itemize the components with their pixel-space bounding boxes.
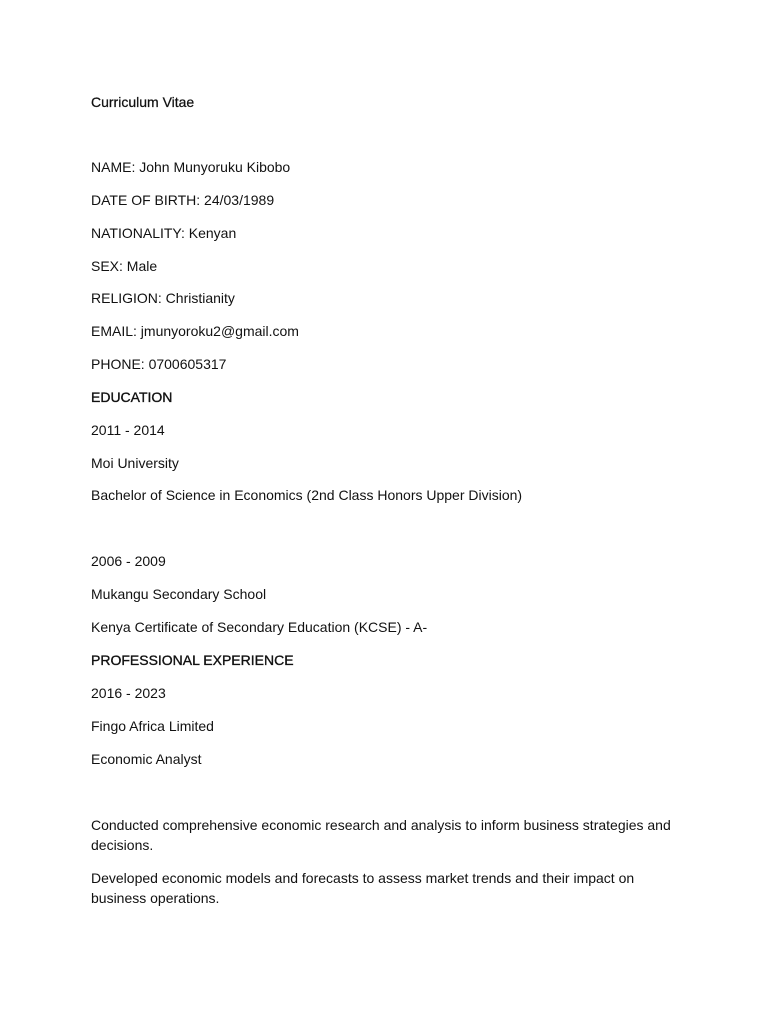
experience-role: Economic Analyst: [91, 751, 202, 767]
document-title: Curriculum Vitae: [91, 94, 195, 110]
education-years: 2011 - 2014: [91, 422, 165, 438]
personal-phone: PHONE: 0700605317: [91, 356, 227, 372]
education-qualification: Bachelor of Science in Economics (2nd Class Honors Upper Division): [91, 487, 523, 503]
experience-duty: Developed economic models and forecasts to assess market trends and their impact on business operations.: [91, 870, 635, 906]
personal-dob: DATE OF BIRTH: 24/03/1989: [91, 192, 275, 208]
experience-heading: PROFESSIONAL EXPERIENCE: [91, 652, 294, 668]
education-institution: Mukangu Secondary School: [91, 586, 267, 602]
education-institution: Moi University: [91, 455, 179, 471]
experience-company: Fingo Africa Limited: [91, 718, 214, 734]
education-qualification: Kenya Certificate of Secondary Education (KCSE) - A-: [91, 619, 428, 635]
personal-email: EMAIL: jmunyoroku2@gmail.com: [91, 323, 299, 339]
education-years: 2006 - 2009: [91, 553, 166, 569]
education-heading: EDUCATION: [91, 389, 173, 405]
experience-duty: Conducted comprehensive economic research and analysis to inform business strategies and decisions.: [91, 817, 671, 853]
personal-religion: RELIGION: Christianity: [91, 290, 235, 306]
personal-sex: SEX: Male: [91, 258, 158, 274]
experience-years: 2016 - 2023: [91, 685, 166, 701]
personal-name: NAME: John Munyoruku Kibobo: [91, 159, 291, 175]
personal-nationality: NATIONALITY: Kenyan: [91, 225, 237, 241]
